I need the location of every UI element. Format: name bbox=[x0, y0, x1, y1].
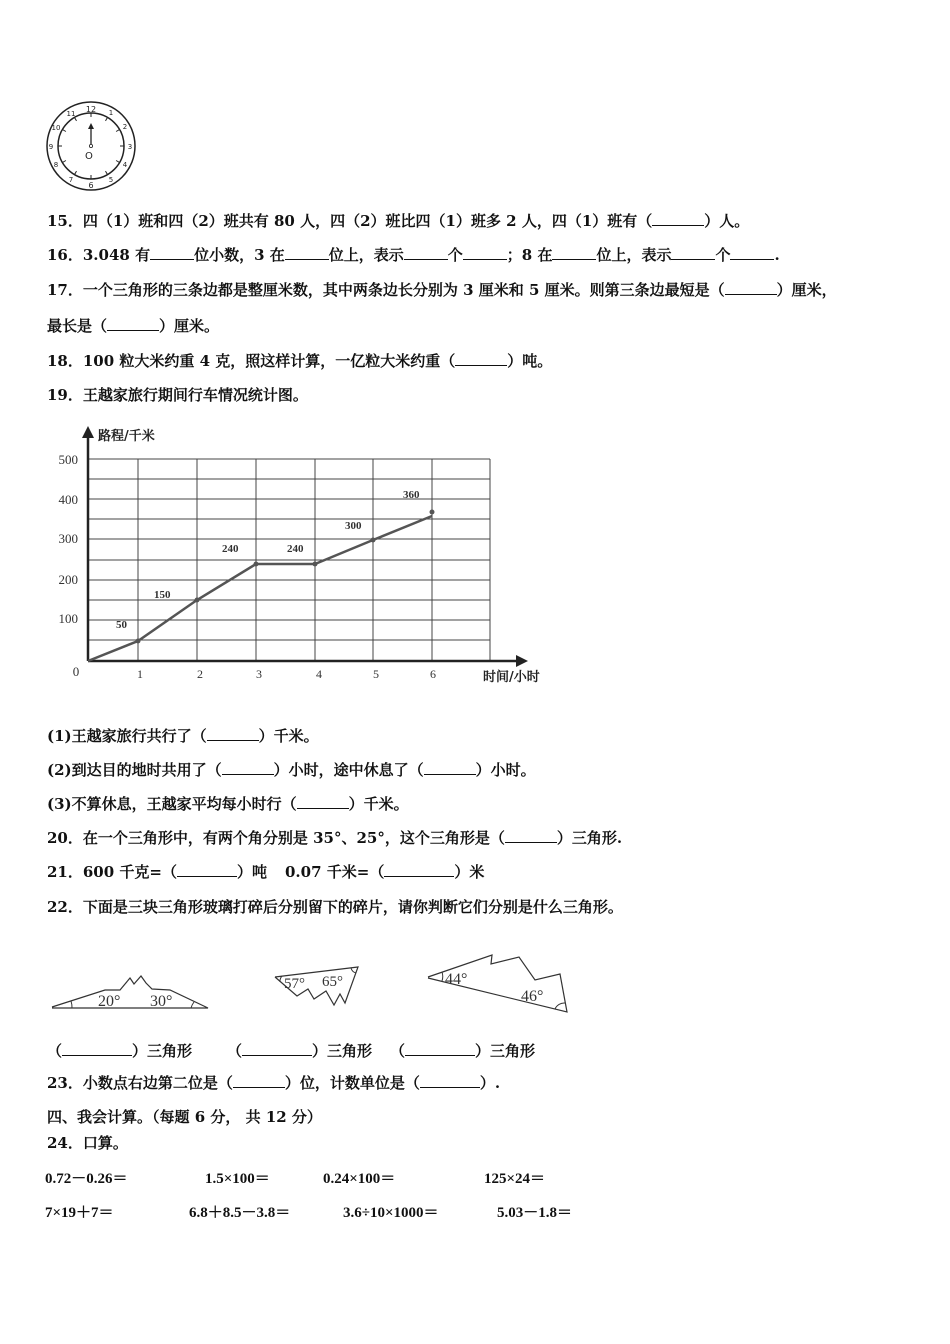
answer-blank[interactable] bbox=[671, 245, 715, 260]
x-tick: 4 bbox=[316, 667, 322, 681]
answer-blank[interactable] bbox=[285, 245, 329, 260]
triangle-fragment-1 bbox=[50, 970, 210, 1012]
x-tick: 6 bbox=[430, 667, 436, 681]
answer-blank[interactable] bbox=[404, 245, 448, 260]
answer-blank[interactable] bbox=[207, 726, 259, 741]
y-tick: 300 bbox=[58, 531, 78, 546]
answer-blank[interactable] bbox=[222, 760, 274, 775]
svg-text:9: 9 bbox=[48, 143, 54, 151]
question-19-3: (3)不算休息，王越家平均每小时行（ ）千米。 bbox=[47, 795, 409, 813]
x-tick: 0 bbox=[72, 664, 80, 679]
svg-text:4: 4 bbox=[122, 161, 128, 169]
y-axis-label: 路程/千米 bbox=[98, 429, 155, 444]
data-label: 360 bbox=[403, 489, 420, 501]
data-label: 50 bbox=[116, 619, 127, 631]
svg-text:1: 1 bbox=[108, 109, 114, 117]
answer-blank[interactable] bbox=[552, 245, 596, 260]
data-label: 240 bbox=[287, 543, 304, 555]
line-chart bbox=[40, 422, 560, 690]
calc-item: 3.6÷10×1000＝ bbox=[343, 1205, 439, 1221]
question-21: 21．600 千克=（ ）吨 0.07 千米=（ ）米 bbox=[47, 863, 485, 881]
question-17-line2: 最长是（ ）厘米。 bbox=[47, 317, 220, 335]
svg-text:8: 8 bbox=[53, 161, 59, 169]
clock-numeral-12: 12 bbox=[85, 105, 97, 114]
question-18: 18．100 粒大米约重 4 克，照这样计算，一亿粒大米约重（ ）吨。 bbox=[47, 352, 553, 370]
question-17: 17．一个三角形的三条边都是整厘米数，其中两条边长分别为 3 厘米和 5 厘米。则第三条边最短是（ ）厘米， bbox=[47, 281, 837, 299]
calc-item: 0.24×100＝ bbox=[323, 1171, 396, 1187]
question-19-2: (2)到达目的地时共用了（ ）小时，途中休息了（ ）小时。 bbox=[47, 761, 536, 779]
clock-center-label: O bbox=[85, 151, 93, 162]
svg-text:11: 11 bbox=[66, 110, 76, 118]
answer-blank[interactable] bbox=[62, 1041, 132, 1056]
answer-blank[interactable] bbox=[463, 245, 507, 260]
answer-blank[interactable] bbox=[405, 1041, 475, 1056]
y-tick: 200 bbox=[58, 572, 78, 587]
answer-blank[interactable] bbox=[725, 280, 777, 295]
question-19: 19．王越家旅行期间行车情况统计图。 bbox=[47, 386, 308, 404]
svg-text:44°: 44° bbox=[445, 971, 468, 988]
x-tick: 1 bbox=[137, 667, 143, 681]
data-label: 240 bbox=[222, 543, 239, 555]
y-tick: 400 bbox=[58, 492, 78, 507]
x-tick: 5 bbox=[373, 667, 379, 681]
svg-text:7: 7 bbox=[68, 176, 74, 184]
triangle-fragment-3 bbox=[425, 952, 570, 1014]
calc-item: 1.5×100＝ bbox=[205, 1171, 270, 1187]
calc-item: 125×24＝ bbox=[484, 1171, 546, 1187]
answer-blank[interactable] bbox=[242, 1041, 312, 1056]
y-tick: 100 bbox=[58, 611, 78, 626]
svg-text:3: 3 bbox=[127, 143, 133, 151]
answer-blank[interactable] bbox=[107, 316, 159, 331]
question-19-1: (1)王越家旅行共行了（ ）千米。 bbox=[47, 727, 319, 745]
answer-blank[interactable] bbox=[730, 245, 774, 260]
question-24: 24．口算。 bbox=[47, 1134, 128, 1152]
svg-text:30°: 30° bbox=[150, 993, 173, 1010]
svg-text:2: 2 bbox=[122, 123, 128, 131]
question-22: 22．下面是三块三角形玻璃打碎后分别留下的碎片，请你判断它们分别是什么三角形。 bbox=[47, 898, 623, 916]
data-label: 300 bbox=[345, 520, 362, 532]
question-20: 20．在一个三角形中，有两个角分别是 35°、25°，这个三角形是（ ）三角形. bbox=[47, 829, 623, 847]
answer-blank[interactable] bbox=[455, 351, 507, 366]
svg-text:20°: 20° bbox=[98, 993, 121, 1010]
fragment-2-answer: （ ）三角形 bbox=[227, 1042, 373, 1060]
svg-text:6: 6 bbox=[88, 181, 94, 190]
svg-text:5: 5 bbox=[108, 176, 114, 184]
fragment-1-answer: （ ）三角形 bbox=[47, 1042, 193, 1060]
answer-blank[interactable] bbox=[233, 1073, 285, 1088]
svg-text:57°: 57° bbox=[284, 976, 305, 992]
calc-item: 0.72－0.26＝ bbox=[45, 1171, 128, 1187]
calc-item: 7×19＋7＝ bbox=[45, 1205, 114, 1221]
x-tick: 2 bbox=[197, 667, 203, 681]
data-label: 150 bbox=[154, 589, 171, 601]
y-tick: 500 bbox=[58, 452, 78, 467]
section-title: 四、我会计算。（每题 6 分， 共 12 分） bbox=[47, 1108, 322, 1126]
answer-blank[interactable] bbox=[384, 862, 454, 877]
calc-item: 6.8＋8.5－3.8＝ bbox=[189, 1205, 291, 1221]
answer-blank[interactable] bbox=[420, 1073, 480, 1088]
x-axis-label: 时间/小时 bbox=[483, 670, 540, 685]
triangle-fragment-2 bbox=[270, 963, 365, 1009]
svg-text:46°: 46° bbox=[521, 988, 544, 1005]
answer-blank[interactable] bbox=[505, 828, 557, 843]
svg-text:65°: 65° bbox=[322, 974, 343, 990]
answer-blank[interactable] bbox=[652, 211, 704, 226]
question-16: 16．3.048 有 位小数，3 在 位上，表示 个 ；8 在 位上，表示 个 . bbox=[47, 246, 780, 264]
svg-text:10: 10 bbox=[51, 124, 61, 132]
question-15: 15．四（1）班和四（2）班共有 80 人，四（2）班比四（1）班多 2 人，四（1）班有（ ）人。 bbox=[47, 212, 750, 230]
answer-blank[interactable] bbox=[297, 794, 349, 809]
calc-item: 5.03－1.8＝ bbox=[497, 1205, 573, 1221]
answer-blank[interactable] bbox=[150, 245, 194, 260]
fragment-3-answer: （ ）三角形 bbox=[390, 1042, 536, 1060]
clock-face bbox=[44, 100, 138, 192]
answer-blank[interactable] bbox=[424, 760, 476, 775]
answer-blank[interactable] bbox=[177, 862, 237, 877]
x-tick: 3 bbox=[256, 667, 262, 681]
question-23: 23．小数点右边第二位是（ ）位，计数单位是（ ）. bbox=[47, 1074, 501, 1092]
